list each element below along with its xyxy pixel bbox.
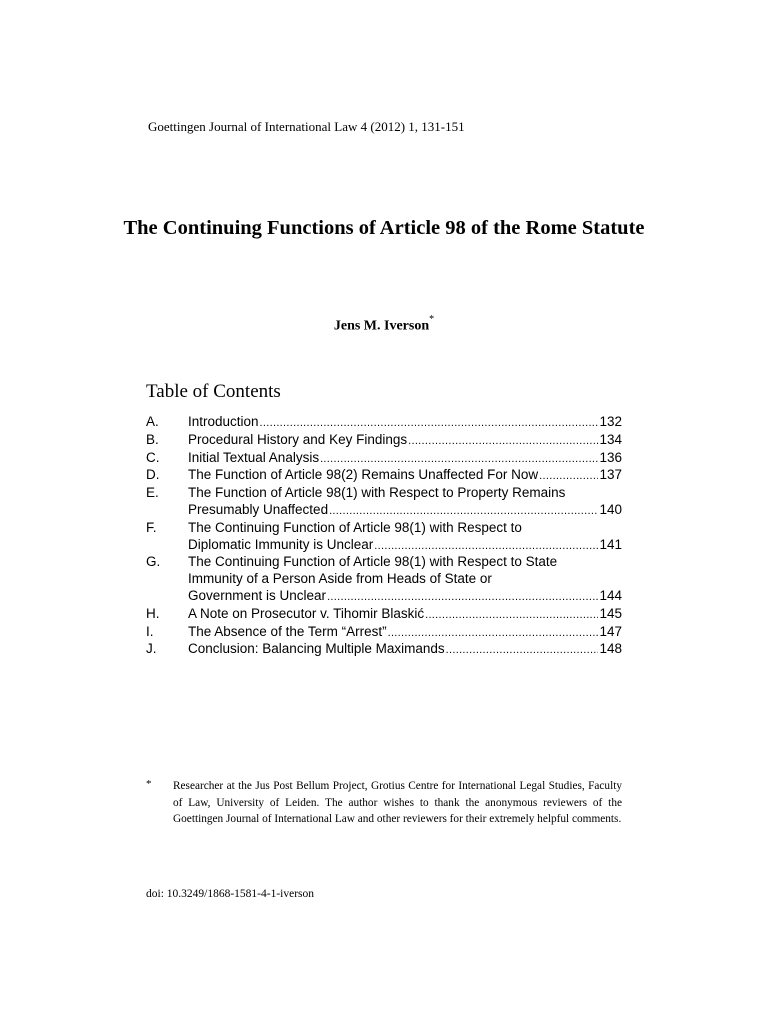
toc-dot-leader <box>327 589 598 606</box>
toc-entry-page: 147 <box>599 623 622 639</box>
toc-dot-leader <box>408 433 598 450</box>
toc-dot-leader <box>539 468 598 485</box>
toc-entry-title-line: The Absence of the Term “Arrest” <box>188 623 387 639</box>
toc-entry-title-line: Initial Textual Analysis <box>188 449 320 465</box>
toc-entry-letter: D. <box>146 467 160 483</box>
toc-dot-leader <box>374 538 598 555</box>
toc-dot-leader <box>320 451 598 468</box>
toc-entry-title-line: Procedural History and Key Findings <box>188 431 408 447</box>
toc-entry-title-line: The Function of Article 98(2) Remains Unaffected For Now <box>188 467 539 483</box>
toc-entry[interactable] <box>146 450 622 468</box>
toc-dot-leader <box>446 642 599 659</box>
toc-entry[interactable] <box>146 641 622 659</box>
toc-entry[interactable] <box>146 624 622 642</box>
toc-entry-title-line: Presumably Unaffected <box>188 501 329 517</box>
toc-entry-title-line: A Note on Prosecutor v. Tihomir Blaskić <box>188 605 425 621</box>
toc-entry-title-line: Conclusion: Balancing Multiple Maximands <box>188 641 445 657</box>
toc-entry-title-line: Immunity of a Person Aside from Heads of State or <box>188 571 492 587</box>
toc-entry-page: 132 <box>599 414 622 429</box>
toc-entry-title-line: Government is Unclear <box>188 587 327 603</box>
footnote-text: Researcher at the Jus Post Bellum Project, Grotius Centre for International Legal Studies, Faculty of Law, University of Leiden. The author wishes to thank the anonymous reviewers of the Goettingen Journal of International Law and other reviewers for their extremely helpful comments. <box>173 780 622 825</box>
author-name: Jens M. Iverson <box>333 318 430 334</box>
toc-entry-page: 140 <box>599 501 622 517</box>
toc-entry-letter: G. <box>146 554 161 570</box>
toc-entry-page: 136 <box>599 449 622 465</box>
journal-citation: Goettingen Journal of International Law 4 (2012) 1, 131-151 <box>148 119 465 134</box>
toc-entry-title-line: The Function of Article 98(1) with Respect to Property Remains <box>188 485 566 501</box>
toc-entry-page: 148 <box>599 641 622 657</box>
toc-entry-letter: E. <box>146 485 159 501</box>
toc-entry-title-line: The Continuing Function of Article 98(1) with Respect to <box>188 519 522 535</box>
toc-dot-leader <box>260 415 599 432</box>
toc-entry-letter: C. <box>146 449 160 465</box>
toc-dot-leader <box>425 607 598 624</box>
toc-dot-leader <box>329 503 598 520</box>
table-of-contents <box>146 414 622 659</box>
toc-entry-title-line: The Continuing Function of Article 98(1) with Respect to State <box>188 554 558 570</box>
toc-entry[interactable] <box>146 606 622 624</box>
article-title: The Continuing Functions of Article 98 of the Rome Statute <box>123 217 645 239</box>
toc-entry[interactable] <box>146 520 622 555</box>
footnote-marker: * <box>146 778 152 790</box>
toc-entry-letter: F. <box>146 519 157 535</box>
toc-entry-letter: I. <box>146 623 154 639</box>
toc-dot-leader <box>388 625 599 642</box>
author-footnote-mark[interactable]: * <box>429 314 435 325</box>
toc-entry[interactable] <box>146 432 622 450</box>
toc-entry-page: 145 <box>599 605 622 621</box>
toc-entry[interactable] <box>146 414 622 432</box>
toc-entry[interactable] <box>146 485 622 520</box>
article-author <box>0 316 768 335</box>
toc-entry[interactable] <box>146 467 622 485</box>
toc-heading: Table of Contents <box>146 381 281 402</box>
doi[interactable]: doi: 10.3249/1868-1581-4-1-iverson <box>146 888 315 900</box>
toc-entry-letter: B. <box>146 431 159 447</box>
toc-entry-page: 141 <box>599 536 622 552</box>
toc-entry-letter: A. <box>146 414 159 429</box>
toc-entry-letter: H. <box>146 605 160 621</box>
toc-entry-page: 144 <box>599 587 622 603</box>
toc-entry-title-line: Introduction <box>188 414 259 429</box>
toc-entry-title-line: Diplomatic Immunity is Unclear <box>188 536 374 552</box>
toc-entry-page: 137 <box>599 467 622 483</box>
toc-entry[interactable] <box>146 554 622 605</box>
toc-entry-letter: J. <box>146 641 157 657</box>
toc-entry-page: 134 <box>599 431 622 447</box>
